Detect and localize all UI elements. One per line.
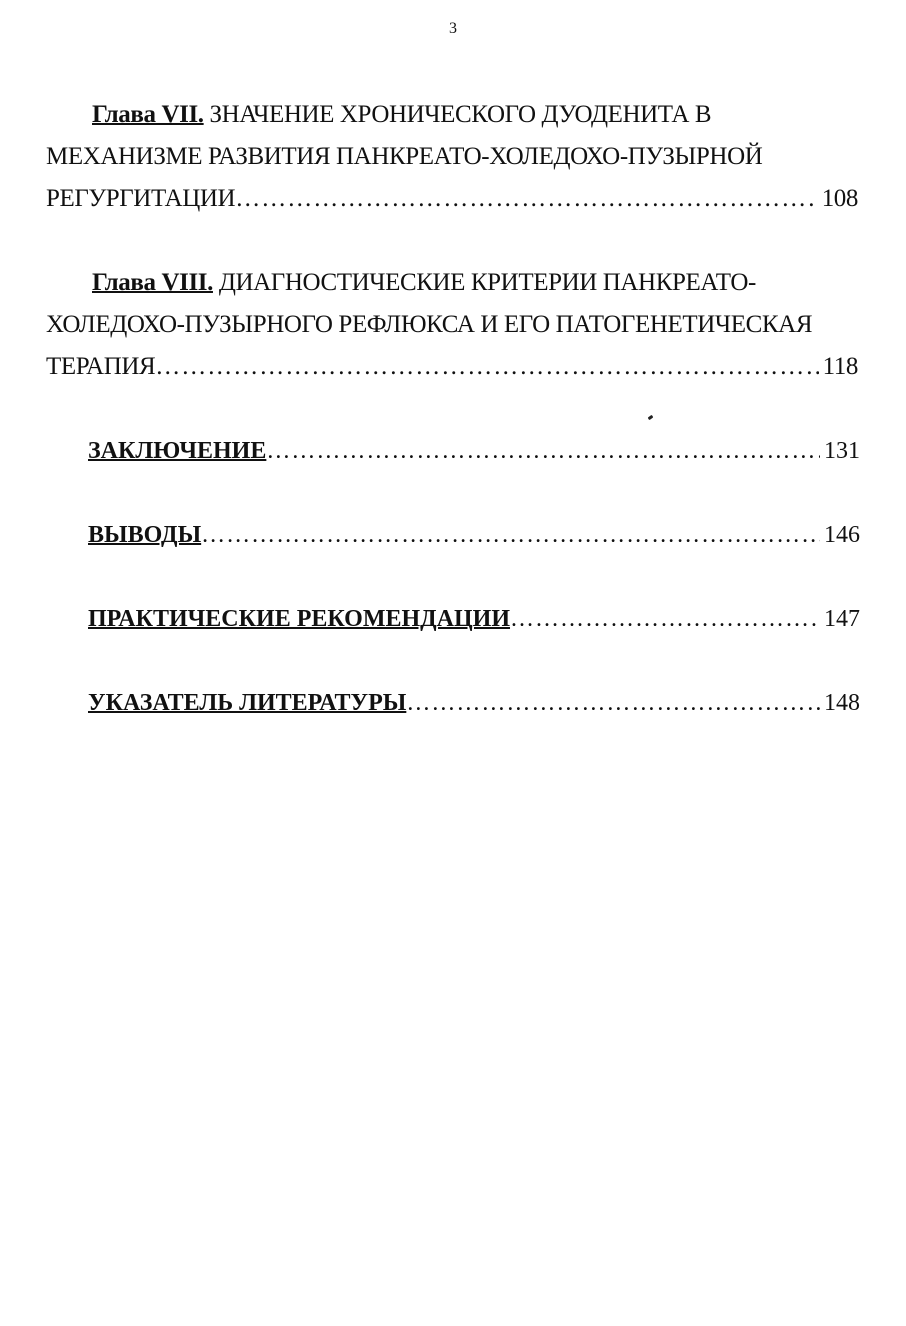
toc-page-number: 108 <box>821 185 858 212</box>
dot-leader <box>201 520 820 550</box>
chapter-title-line-1 <box>46 94 858 136</box>
toc-entry-findings[interactable] <box>88 520 860 550</box>
chapter-title-line-1 <box>46 262 858 304</box>
chapter-title-line-3 <box>46 346 858 388</box>
toc-page-number: 118 <box>822 353 858 380</box>
chapter-title-end: РЕГУРГИТАЦИИ <box>46 185 236 212</box>
chapter-title-line-3 <box>46 178 858 220</box>
page-number: 3 <box>449 20 457 37</box>
toc-entry-recommendations[interactable] <box>88 604 860 634</box>
chapter-title-text: ЗНАЧЕНИЕ ХРОНИЧЕСКОГО ДУОДЕНИТА В <box>209 101 712 128</box>
section-title: ЗАКЛЮЧЕНИЕ <box>88 438 267 464</box>
toc-entry-chapter-7[interactable] <box>46 94 858 220</box>
toc-entry-conclusion[interactable] <box>88 436 860 466</box>
toc-page-number: 148 <box>824 690 860 716</box>
dot-leader <box>406 688 820 718</box>
toc-page-number: 146 <box>824 522 860 548</box>
dot-leader <box>266 436 820 466</box>
chapter-title-end: ТЕРАПИЯ <box>46 353 156 380</box>
chapter-title-text: ДИАГНОСТИЧЕСКИЕ КРИТЕРИИ ПАНКРЕАТО- <box>218 269 756 296</box>
section-title: ПРАКТИЧЕСКИЕ РЕКОМЕНДАЦИИ <box>88 606 511 632</box>
scan-speck <box>648 415 654 420</box>
toc-entry-bibliography[interactable] <box>88 688 860 718</box>
section-title: УКАЗАТЕЛЬ ЛИТЕРАТУРЫ <box>88 690 407 716</box>
section-title: ВЫВОДЫ <box>88 522 202 548</box>
dot-leader <box>235 178 818 220</box>
dot-leader <box>510 604 820 634</box>
dot-leader <box>155 346 818 388</box>
toc-page-number: 131 <box>824 438 860 464</box>
chapter-title-line-2: МЕХАНИЗМЕ РАЗВИТИЯ ПАНКРЕАТО-ХОЛЕДОХО-ПУЗЫРНОЙ <box>46 143 763 170</box>
chapter-title-line-2: ХОЛЕДОХО-ПУЗЫРНОГО РЕФЛЮКСА И ЕГО ПАТОГЕНЕТИЧЕСКАЯ <box>46 311 813 338</box>
chapter-label: Глава VII. <box>92 101 204 128</box>
toc-page-number: 147 <box>824 606 860 632</box>
chapter-label: Глава VIII. <box>92 269 213 296</box>
toc-entry-chapter-8[interactable] <box>46 262 858 388</box>
